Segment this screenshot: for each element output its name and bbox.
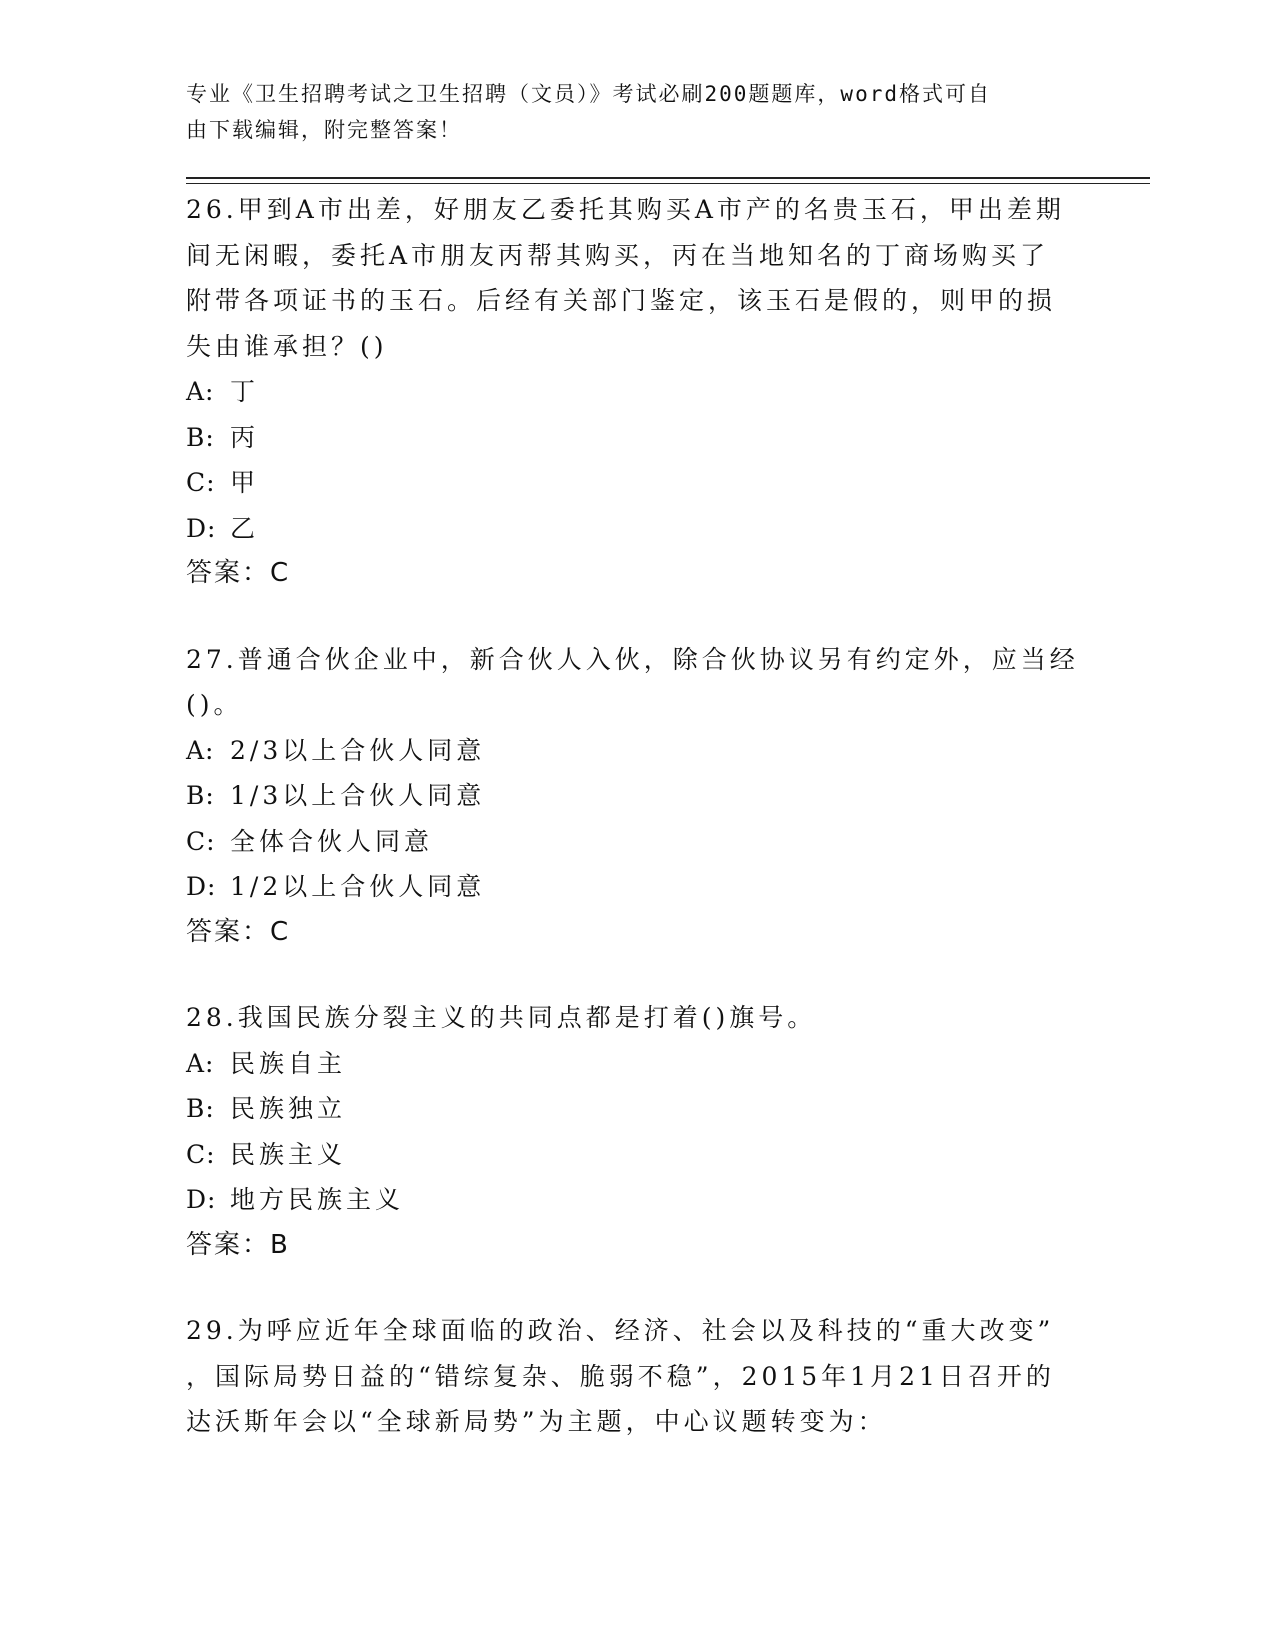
question-26	[186, 187, 1086, 597]
option-letter: D:	[186, 513, 217, 543]
option-a	[186, 728, 1086, 774]
option-d	[186, 506, 1086, 552]
stem-line: 达沃斯年会以“全球新局势”为主题，中心议题转变为：	[186, 1407, 887, 1436]
stem-line: ，国际局势日益的“错综复杂、脆弱不稳”，2015年1月21日召开的	[186, 1361, 1055, 1391]
answer-label: 答案：C	[186, 916, 291, 947]
stem-line: 28.我国民族分裂主义的共同点都是打着()旗号。	[186, 1003, 817, 1032]
option-c	[186, 819, 1086, 865]
question-list	[186, 187, 1086, 1485]
option-b	[186, 1086, 1086, 1132]
stem-line: 29.为呼应近年全球面临的政治、经济、社会以及科技的“重大改变”	[186, 1316, 1055, 1345]
option-letter: C:	[186, 1139, 216, 1169]
question-stem	[186, 995, 1086, 1041]
option-letter: A:	[186, 1048, 215, 1078]
option-a	[186, 369, 1086, 415]
option-a	[186, 1041, 1086, 1087]
stem-line: 26.甲到A市出差，好朋友乙委托其购买A市产的名贵玉石，甲出差期	[186, 195, 1065, 224]
header-line-2: 由下载编辑，附完整答案！	[186, 118, 462, 142]
option-b	[186, 773, 1086, 819]
stem-line: ()。	[186, 690, 243, 719]
option-text: 甲	[230, 468, 260, 497]
question-29	[186, 1308, 1086, 1445]
question-27	[186, 637, 1086, 956]
option-letter: B:	[186, 422, 215, 452]
answer-label: 答案：C	[186, 558, 291, 588]
option-text: 民族主义	[230, 1139, 347, 1169]
option-letter: B:	[186, 781, 215, 810]
option-text: 丁	[230, 377, 260, 406]
stem-line: 失由谁承担？()	[186, 331, 388, 361]
option-text: 1/2以上合伙人同意	[230, 872, 486, 901]
header-divider-thin	[186, 183, 1150, 184]
question-stem	[186, 637, 1086, 728]
option-letter: D:	[186, 1185, 217, 1214]
option-letter: A:	[186, 377, 215, 406]
option-letter: C:	[186, 826, 216, 856]
option-letter: C:	[186, 468, 216, 497]
question-28	[186, 995, 1086, 1268]
option-letter: D:	[186, 872, 217, 901]
option-c	[186, 1132, 1086, 1178]
option-text: 全体合伙人同意	[230, 826, 434, 856]
stem-line: 附带各项证书的玉石。后经有关部门鉴定，该玉石是假的，则甲的损	[186, 286, 1057, 315]
option-text: 民族自主	[230, 1048, 347, 1078]
question-stem	[186, 187, 1086, 369]
header-line-1: 专业《卫生招聘考试之卫生招聘（文员）》考试必刷200题题库，word格式可自	[186, 82, 991, 106]
option-text: 乙	[230, 513, 260, 543]
option-letter: B:	[186, 1094, 215, 1123]
option-text: 丙	[230, 422, 260, 452]
header-divider-thick	[186, 177, 1150, 179]
option-text: 1/3以上合伙人同意	[230, 781, 486, 810]
option-b	[186, 415, 1086, 461]
option-text: 地方民族主义	[230, 1185, 405, 1214]
question-stem	[186, 1308, 1086, 1445]
stem-line: 间无闲暇，委托A市朋友丙帮其购买，丙在当地知名的丁商场购买了	[186, 240, 1050, 270]
option-d	[186, 864, 1086, 910]
option-c	[186, 460, 1086, 506]
option-d	[186, 1177, 1086, 1223]
option-text: 2/3以上合伙人同意	[230, 735, 486, 765]
document-header	[186, 76, 1076, 148]
option-letter: A:	[186, 735, 215, 765]
option-text: 民族独立	[230, 1094, 347, 1123]
stem-line: 27.普通合伙企业中，新合伙人入伙，除合伙协议另有约定外，应当经	[186, 644, 1079, 674]
answer-label: 答案：B	[186, 1229, 290, 1260]
